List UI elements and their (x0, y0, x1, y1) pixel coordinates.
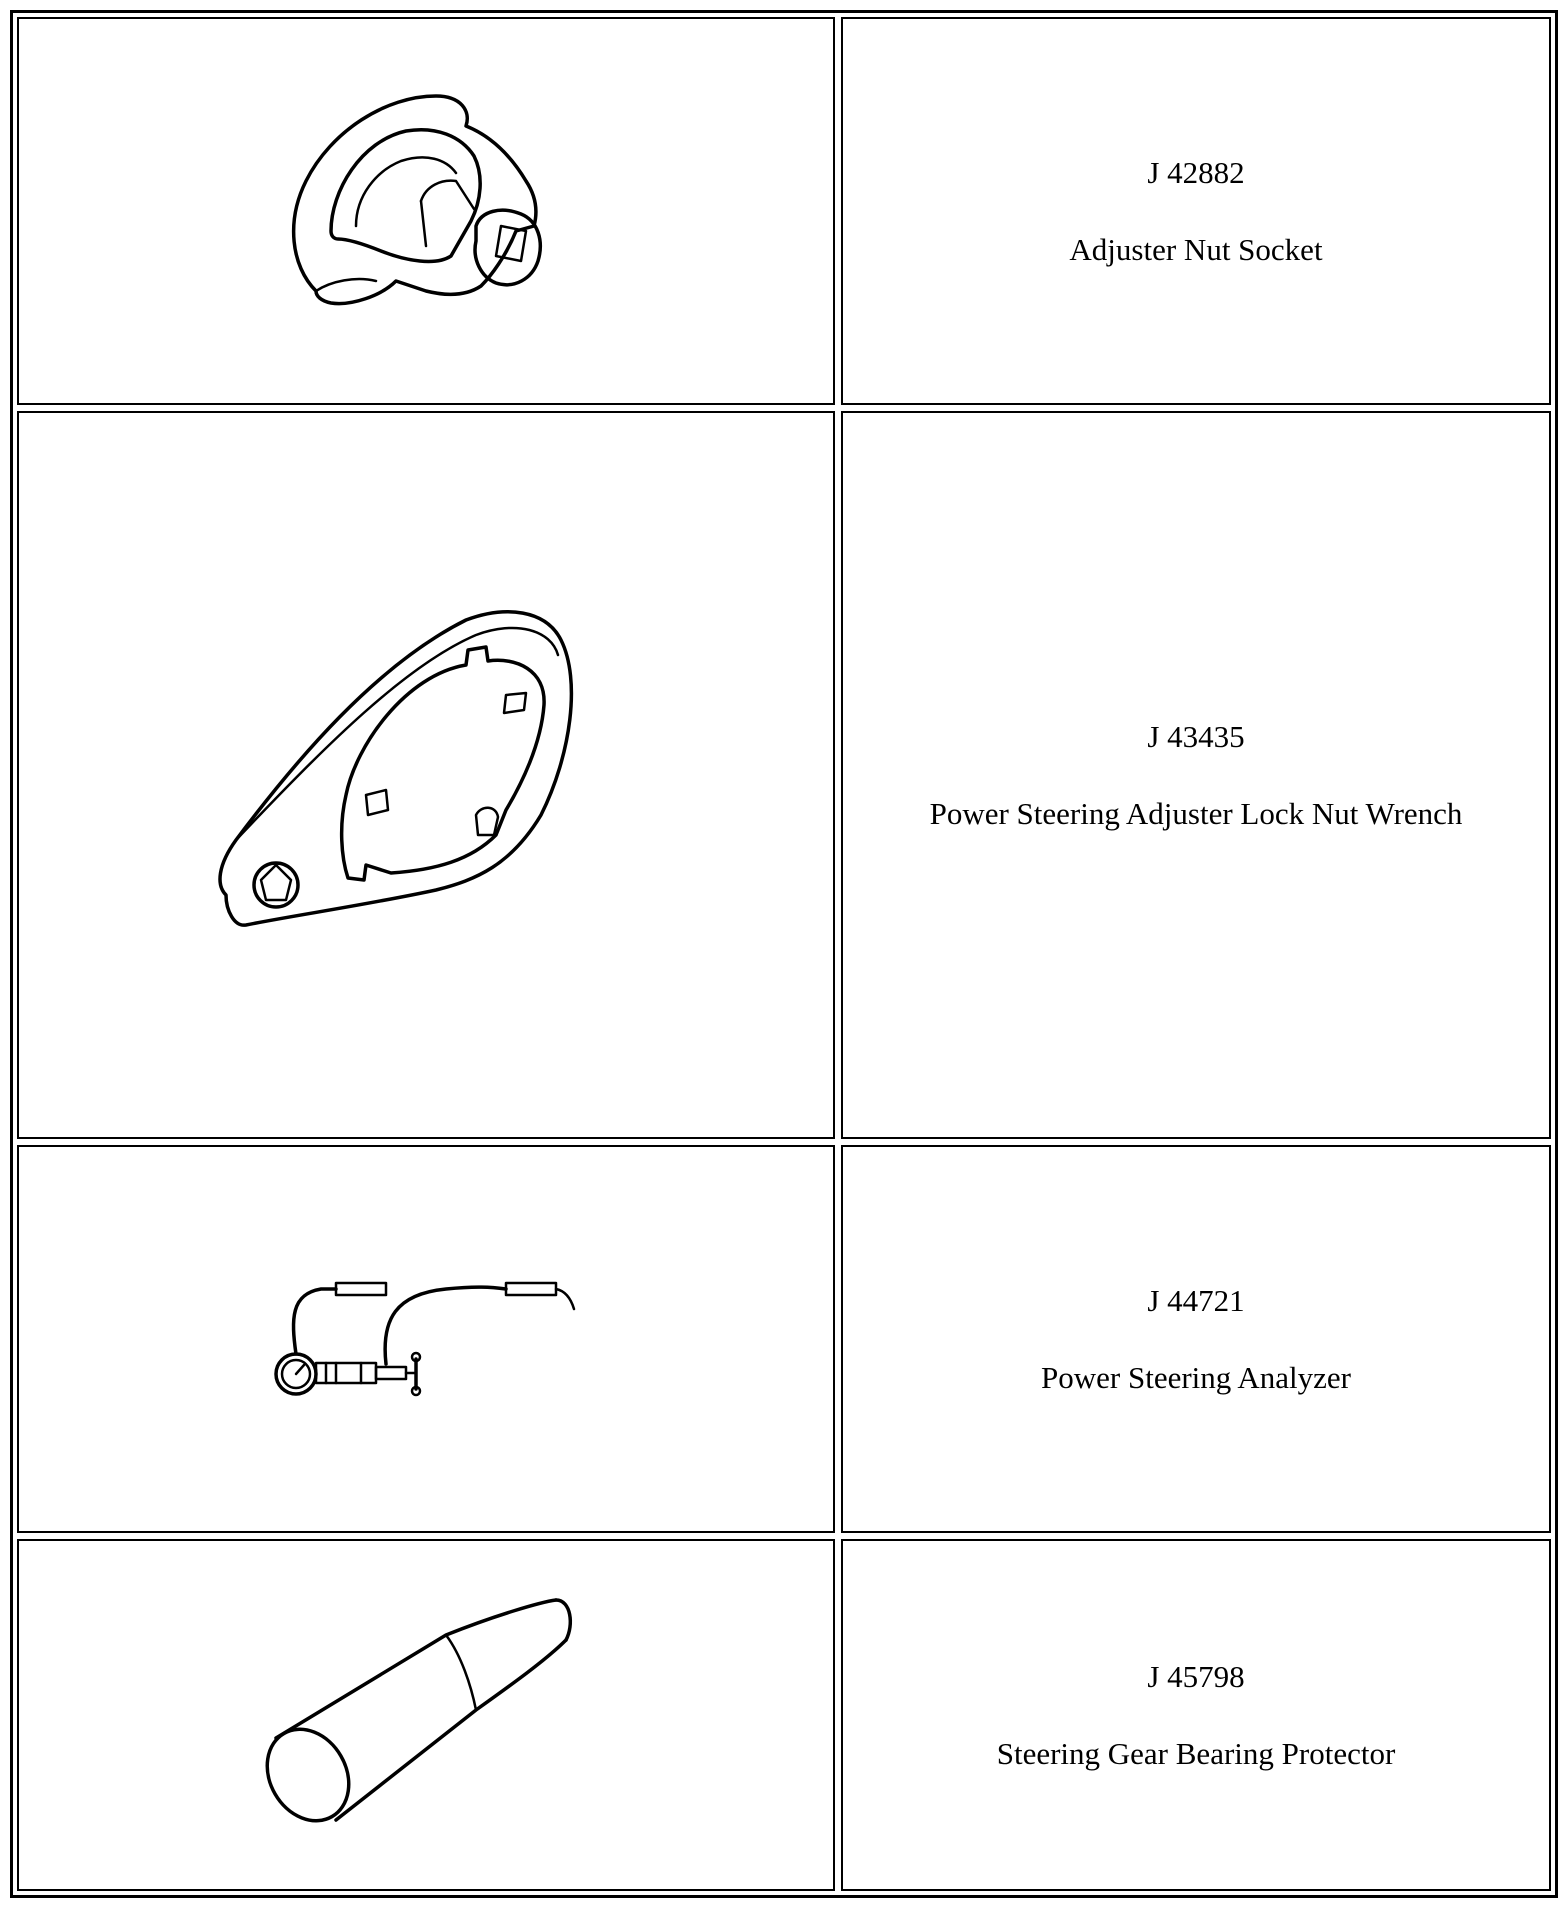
tool-description-cell-2 (841, 411, 1551, 1139)
tool-number: J 45798 (1147, 1658, 1245, 1694)
tool-name: Steering Gear Bearing Protector (996, 1736, 1396, 1771)
lock-nut-wrench-icon (206, 595, 646, 955)
tool-description-cell-3 (841, 1145, 1551, 1533)
tool-illustration-cell-4 (17, 1539, 835, 1891)
bearing-protector-icon (256, 1590, 596, 1840)
tool-illustration-cell-2 (17, 411, 835, 1139)
power-steering-analyzer-icon (266, 1259, 586, 1419)
tool-description-cell-4 (841, 1539, 1551, 1891)
adjuster-nut-socket-icon (276, 81, 576, 341)
tool-name: Power Steering Adjuster Lock Nut Wrench (929, 796, 1463, 831)
tool-number: J 43435 (1147, 718, 1245, 754)
tool-illustration-cell-1 (17, 17, 835, 405)
tool-number: J 44721 (1147, 1282, 1245, 1318)
special-tools-table (10, 10, 1558, 1898)
tool-number: J 42882 (1147, 154, 1245, 190)
tool-illustration-cell-3 (17, 1145, 835, 1533)
tool-description-cell-1 (841, 17, 1551, 405)
tool-name: Power Steering Analyzer (1041, 1360, 1351, 1395)
tool-name: Adjuster Nut Socket (1069, 232, 1323, 267)
